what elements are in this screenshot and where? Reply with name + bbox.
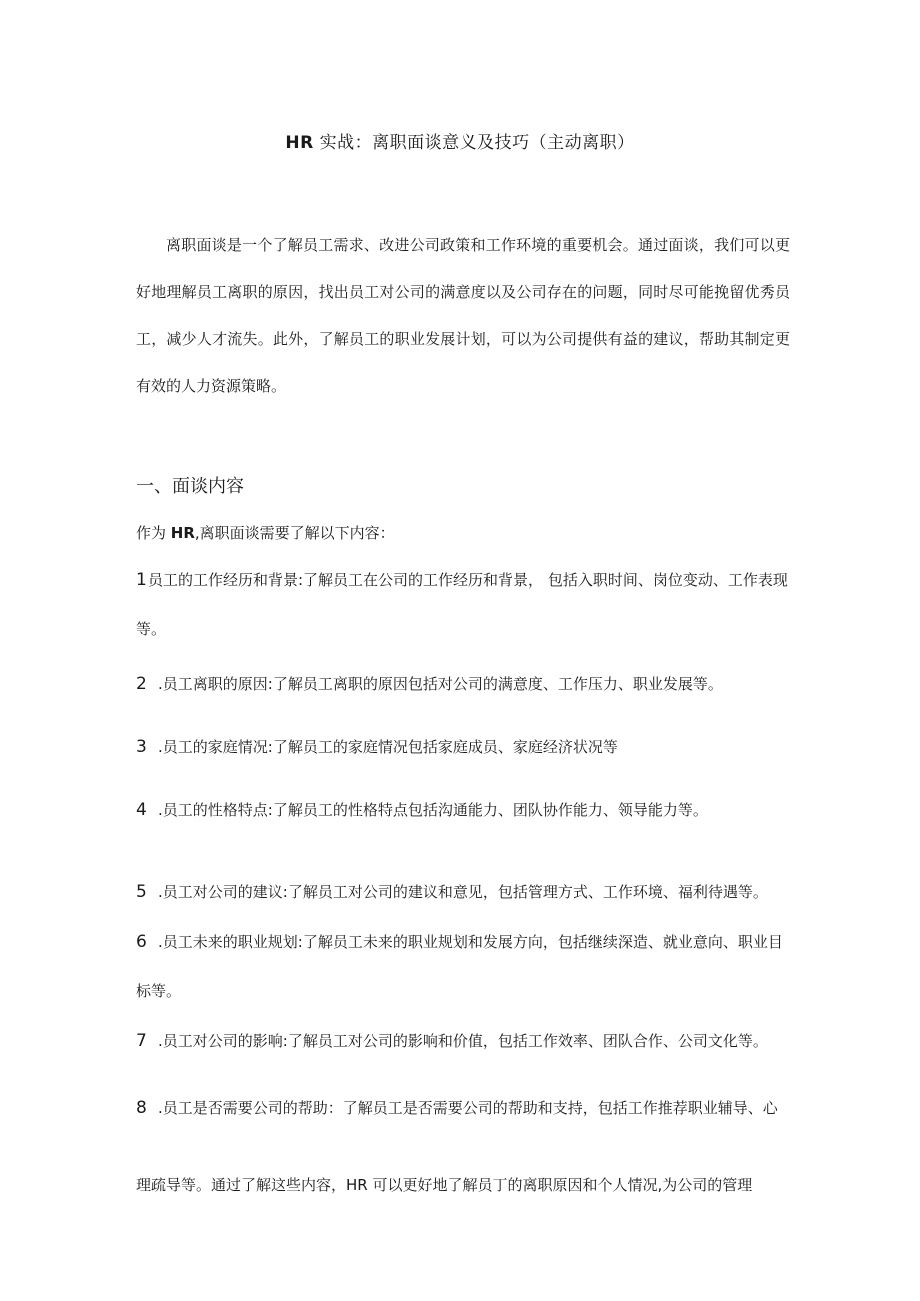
- item-number: 4: [136, 800, 147, 820]
- lead-hr: HR: [170, 524, 195, 542]
- list-item: [136, 723, 790, 772]
- item-number: 7: [136, 1031, 147, 1051]
- item-text: .员工是否需要公司的帮助：了解员工是否需要公司的帮助和支持，包括工作推荐职业辅导、心理疏导等。通过了解这些内容，HR 可以更好地了解员丁的离职原因和个人情况,为公司的管理: [136, 1099, 778, 1194]
- item-text: .员工对公司的建议:了解员工对公司的建议和意见，包括管理方式、工作环境、福利待遇等。: [158, 883, 768, 901]
- list-item: [136, 1070, 790, 1224]
- item-number: 1: [136, 570, 147, 590]
- item-number: 2: [136, 674, 147, 694]
- section-lead: [136, 522, 395, 543]
- item-text: 员工的工作经历和背景:了解员工在公司的工作经历和背景， 包括入职时间、岗位变动、工作表现等。: [136, 571, 788, 638]
- item-number: 3: [136, 737, 147, 757]
- section-heading: 一、面谈内容: [136, 476, 244, 497]
- item-number: 5: [136, 882, 147, 902]
- item-text: .员工未来的职业规划:了解员工未来的职业规划和发展方向，包括继续深造、就业意向、职业目标等。: [136, 933, 783, 1000]
- item-text: .员工的家庭情况:了解员工的家庭情况包括家庭成员、家庭经济状况等: [158, 738, 618, 756]
- title-text: 实战：离职面谈意义及技巧（主动离职）: [313, 133, 635, 153]
- title-prefix: HR: [285, 133, 314, 153]
- list-item: [136, 786, 790, 835]
- list-item: [136, 1017, 790, 1066]
- list-item: [136, 868, 790, 917]
- intro-paragraph: 离职面谈是一个了解员工需求、改进公司政策和工作环境的重要机会。通过面谈，我们可以更好地理解员工离职的原因，找出员工对公司的满意度以及公司存在的问题，同时尽可能挽留优秀员工，减少人才流失。此外，了解员工的职业发展计划，可以为公司提供有益的建议，帮助其制定更有效的人力资源策略。: [136, 236, 790, 395]
- lead-prefix: 作为: [136, 524, 171, 542]
- list-item: [136, 660, 790, 709]
- list-item: [136, 918, 790, 1016]
- item-number: 8: [136, 1098, 147, 1118]
- item-text: .员工离职的原因:了解员工离职的原因包括对公司的满意度、工作压力、职业发展等。: [158, 675, 723, 693]
- lead-suffix: ,离职面谈需要了解以下内容：: [194, 524, 395, 542]
- list-item: [136, 556, 790, 654]
- page-title: [0, 128, 920, 153]
- item-text: .员工对公司的影响:了解员工对公司的影响和价值，包括工作效率、团队合作、公司文化等。: [158, 1032, 768, 1050]
- item-number: 6: [136, 932, 147, 952]
- item-text: .员工的性格特点:了解员工的性格特点包括沟通能力、团队协作能力、领导能力等。: [158, 801, 708, 819]
